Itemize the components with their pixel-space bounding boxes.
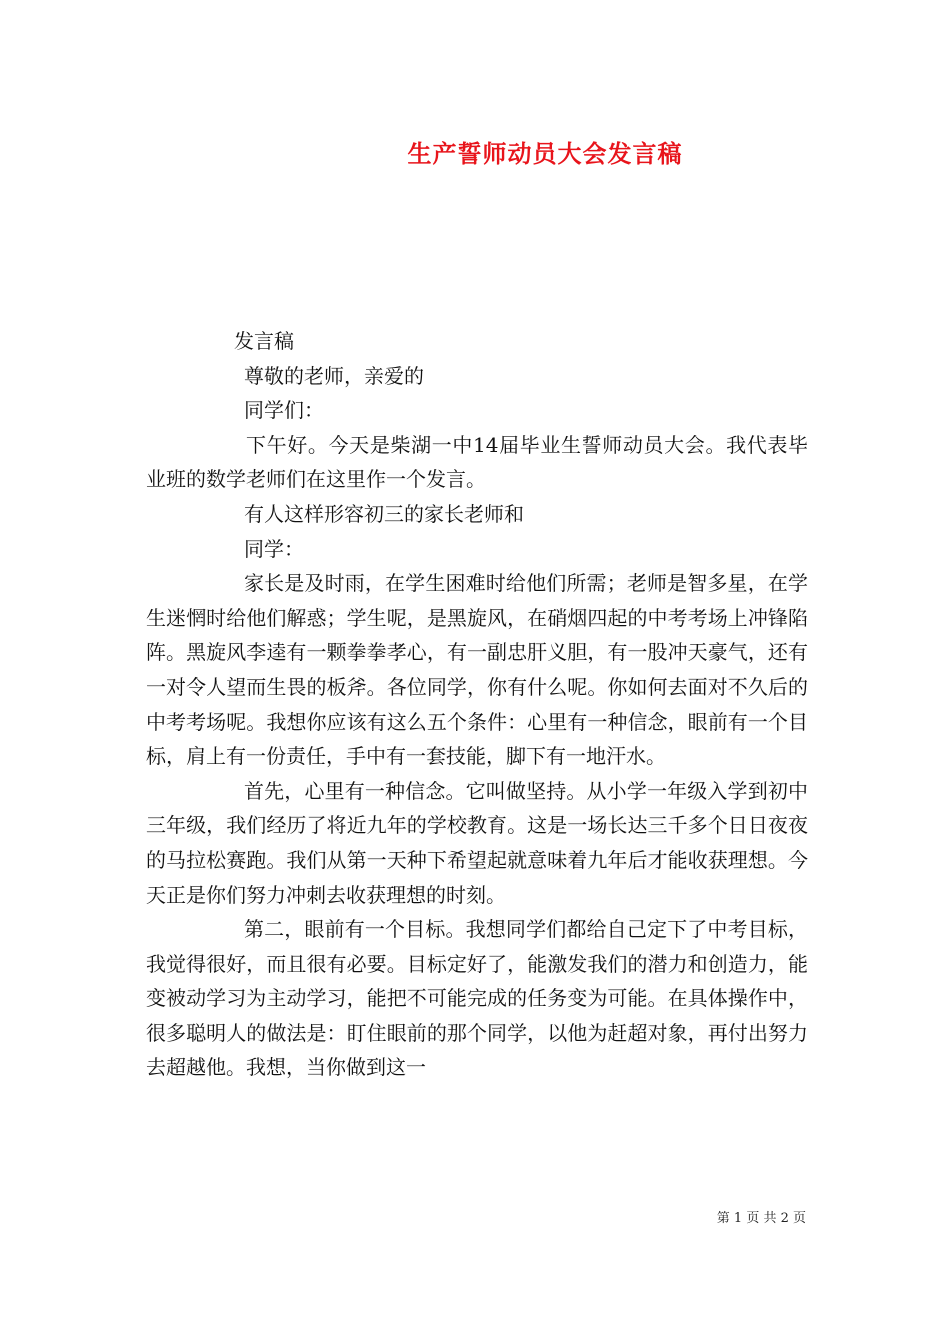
document-body — [146, 324, 808, 1085]
paragraph: 同学们： — [244, 398, 324, 423]
paragraph: 发言稿 — [234, 329, 294, 353]
paragraph: 尊敬的老师，亲爱的 — [244, 363, 424, 388]
paragraph: 首先，心里有一种信念。它叫做坚持。从小学一年级入学到初中三年级，我们经历了将近九年的学校教育。这是一场长达三千多个日日夜夜的马拉松赛跑。我们从第一天种下希望起就意味着九年后才能收获理想。今天正是你们努力冲刺去收获理想的时刻。 — [146, 778, 808, 907]
paragraph: 下午好。今天是柴湖一中14届毕业生誓师动员大会。我代表毕业班的数学老师们在这里作一个发言。 — [146, 432, 808, 492]
paragraph: 家长是及时雨，在学生困难时给他们所需；老师是智多星，在学生迷惘时给他们解惑；学生呢，是黑旋风，在硝烟四起的中考考场上冲锋陷阵。黑旋风李逵有一颗拳拳孝心，有一副忠肝义胆，有一股冲天豪气，还有一对令人望而生畏的板斧。各位同学，你有什么呢。你如何去面对不久后的中考考场呢。我想你应该有这么五个条件：心里有一种信念，眼前有一个目标，肩上有一份责任，手中有一套技能，脚下有一地汗水。 — [146, 571, 808, 769]
paragraph: 有人这样形容初三的家长老师和 — [244, 501, 524, 526]
page-footer: 第 1 页 共 2 页 — [716, 1211, 806, 1226]
document-title: 生产誓师动员大会发言稿 — [407, 139, 683, 168]
paragraph: 第二，眼前有一个目标。我想同学们都给自己定下了中考目标，我觉得很好，而且很有必要。目标定好了，能激发我们的潜力和创造力，能变被动学习为主动学习，能把不可能完成的任务变为可能。在具体操作中，很多聪明人的做法是：盯住眼前的那个同学，以他为赶超对象，再付出努力去超越他。我想，当你做到这一 — [146, 917, 808, 1080]
paragraph: 同学： — [244, 536, 304, 561]
